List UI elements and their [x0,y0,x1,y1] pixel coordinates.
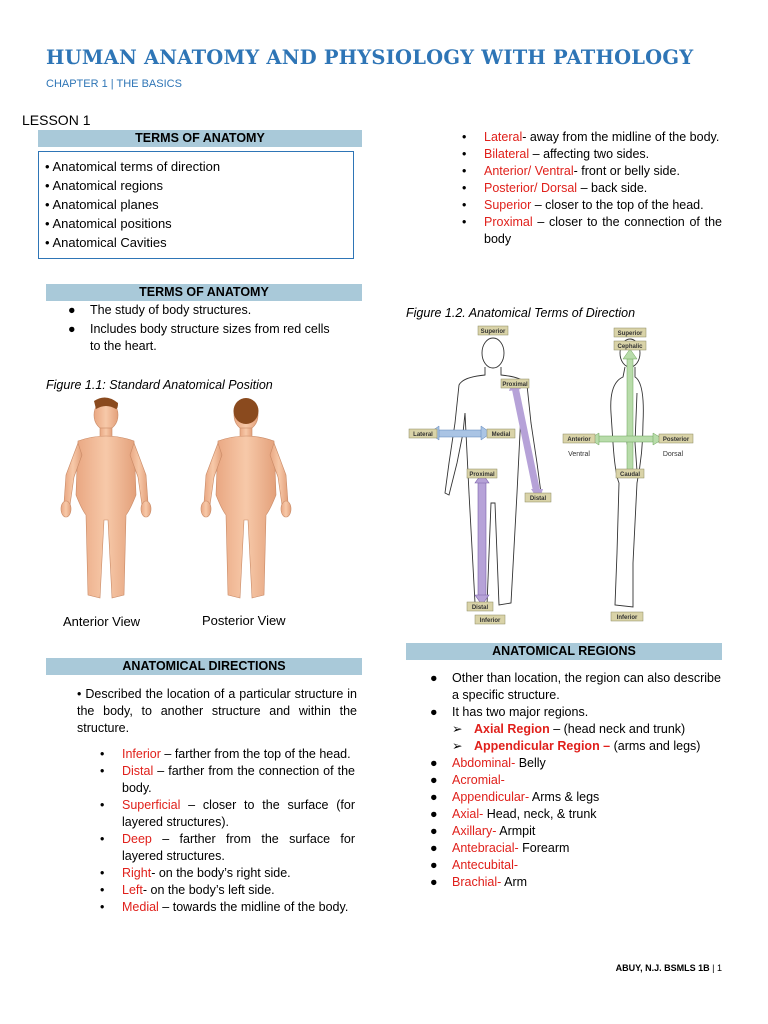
list-item: • Anterior/ Ventral- front or belly side. [462,164,680,178]
toc-item: • Anatomical Cavities [45,235,167,250]
toc-item: • Anatomical regions [45,178,164,193]
inferior-label: Inferior [479,618,501,624]
list-item: ● Brachial- Arm [430,875,528,889]
ventral-label: Ventral [568,451,590,458]
list-item: • Posterior/ Dorsal – back side. [462,181,648,195]
list-item: ● It has two major regions. [430,705,589,719]
list-item: • Distal – farther from the connection of the body. [100,764,355,795]
list-item: • Bilateral – affecting two sides. [462,147,650,161]
toc-heading: TERMS OF ANATOMY [38,130,362,147]
posterior-body-figure [201,400,291,598]
anterior-view-label: Anterior View [63,614,141,629]
list-item: ● The study of body structures. [68,303,252,317]
list-item: ● Includes body structure sizes from red cells to the heart. [68,322,330,353]
figure1-caption: Figure 1.1: Standard Anatomical Position [46,378,273,392]
proximal-label-2: Proximal [469,472,495,478]
regions-list [430,670,722,891]
list-item: ● Other than location, the region can also describe a specific structure. [430,671,721,702]
list-item: ● Axial- Head, neck, & trunk [430,807,597,821]
list-item: • Inferior – farther from the top of the head. [100,747,351,761]
posterior-label: Posterior [662,437,690,443]
list-item: ● Antebracial- Forearm [430,841,570,855]
directions-list-left [100,746,355,916]
regions-heading: ANATOMICAL REGIONS [406,643,722,660]
list-item: ● Antecubital- [430,858,519,872]
list-item: • Medial – towards the midline of the body. [100,900,349,914]
distal-label-2: Distal [471,605,489,611]
terms-heading: TERMS OF ANATOMY [46,284,362,301]
caudal-label: Caudal [619,472,641,478]
anatomical-position-figure [40,395,340,610]
list-item: ➢ Appendicular Region – (arms and legs) [452,739,701,753]
lateral-label: Lateral [413,432,433,438]
list-item: ● Acromial- [430,773,505,787]
directions-list-right [462,129,722,248]
terms-list [68,302,340,355]
toc-item: • Anatomical terms of direction [45,159,221,174]
anterior-body-figure [61,400,151,598]
posterior-view-label: Posterior View [202,613,286,628]
cephalic-label: Cephalic [617,344,643,350]
superior-label-2: Superior [617,331,643,337]
chapter-label: CHAPTER 1 | THE BASICS [46,78,182,90]
dorsal-label: Dorsal [662,451,684,458]
toc-item: • Anatomical planes [45,197,159,212]
list-item: • Superficial – closer to the surface (for layered structures). [100,798,355,829]
list-item: ● Appendicular- Arms & legs [430,790,600,804]
directional-terms-figure [405,323,745,628]
list-item: ● Axillary- Armpit [430,824,536,838]
list-item: ➢ Axial Region – (head neck and trunk) [452,722,686,736]
list-item: • Proximal – closer to the connection of the body [462,215,722,246]
directions-heading: ANATOMICAL DIRECTIONS [46,658,362,675]
superior-label: Superior [480,329,506,335]
inferior-label-2: Inferior [616,615,638,621]
anterior-label: Anterior [567,437,591,443]
directions-intro: • Described the location of a particular structure in the body, to another structure and within the structure. [77,687,357,735]
figure2-caption: Figure 1.2. Anatomical Terms of Direction [406,306,636,320]
list-item: • Left- on the body’s left side. [100,883,275,897]
figure-labels [409,326,693,624]
medial-label: Medial [491,432,511,438]
proximal-label: Proximal [502,382,528,388]
list-item: • Superior – closer to the top of the head. [462,198,704,212]
distal-label: Distal [529,496,547,502]
list-item: • Right- on the body’s right side. [100,866,291,880]
toc-item: • Anatomical positions [45,216,172,231]
lesson-label: LESSON 1 [22,112,91,128]
page-footer: ABUY, N.J. BSMLS 1B | 1 [615,963,722,973]
list-item: • Deep – farther from the surface for layered structures. [100,832,355,863]
document-title: HUMAN ANATOMY AND PHYSIOLOGY WITH PATHOLOGY [46,46,694,69]
list-item: • Lateral- away from the midline of the body. [462,130,720,144]
list-item: ● Abdominal- Belly [430,756,546,770]
toc-box [38,151,354,259]
posterior-hair [234,398,259,424]
